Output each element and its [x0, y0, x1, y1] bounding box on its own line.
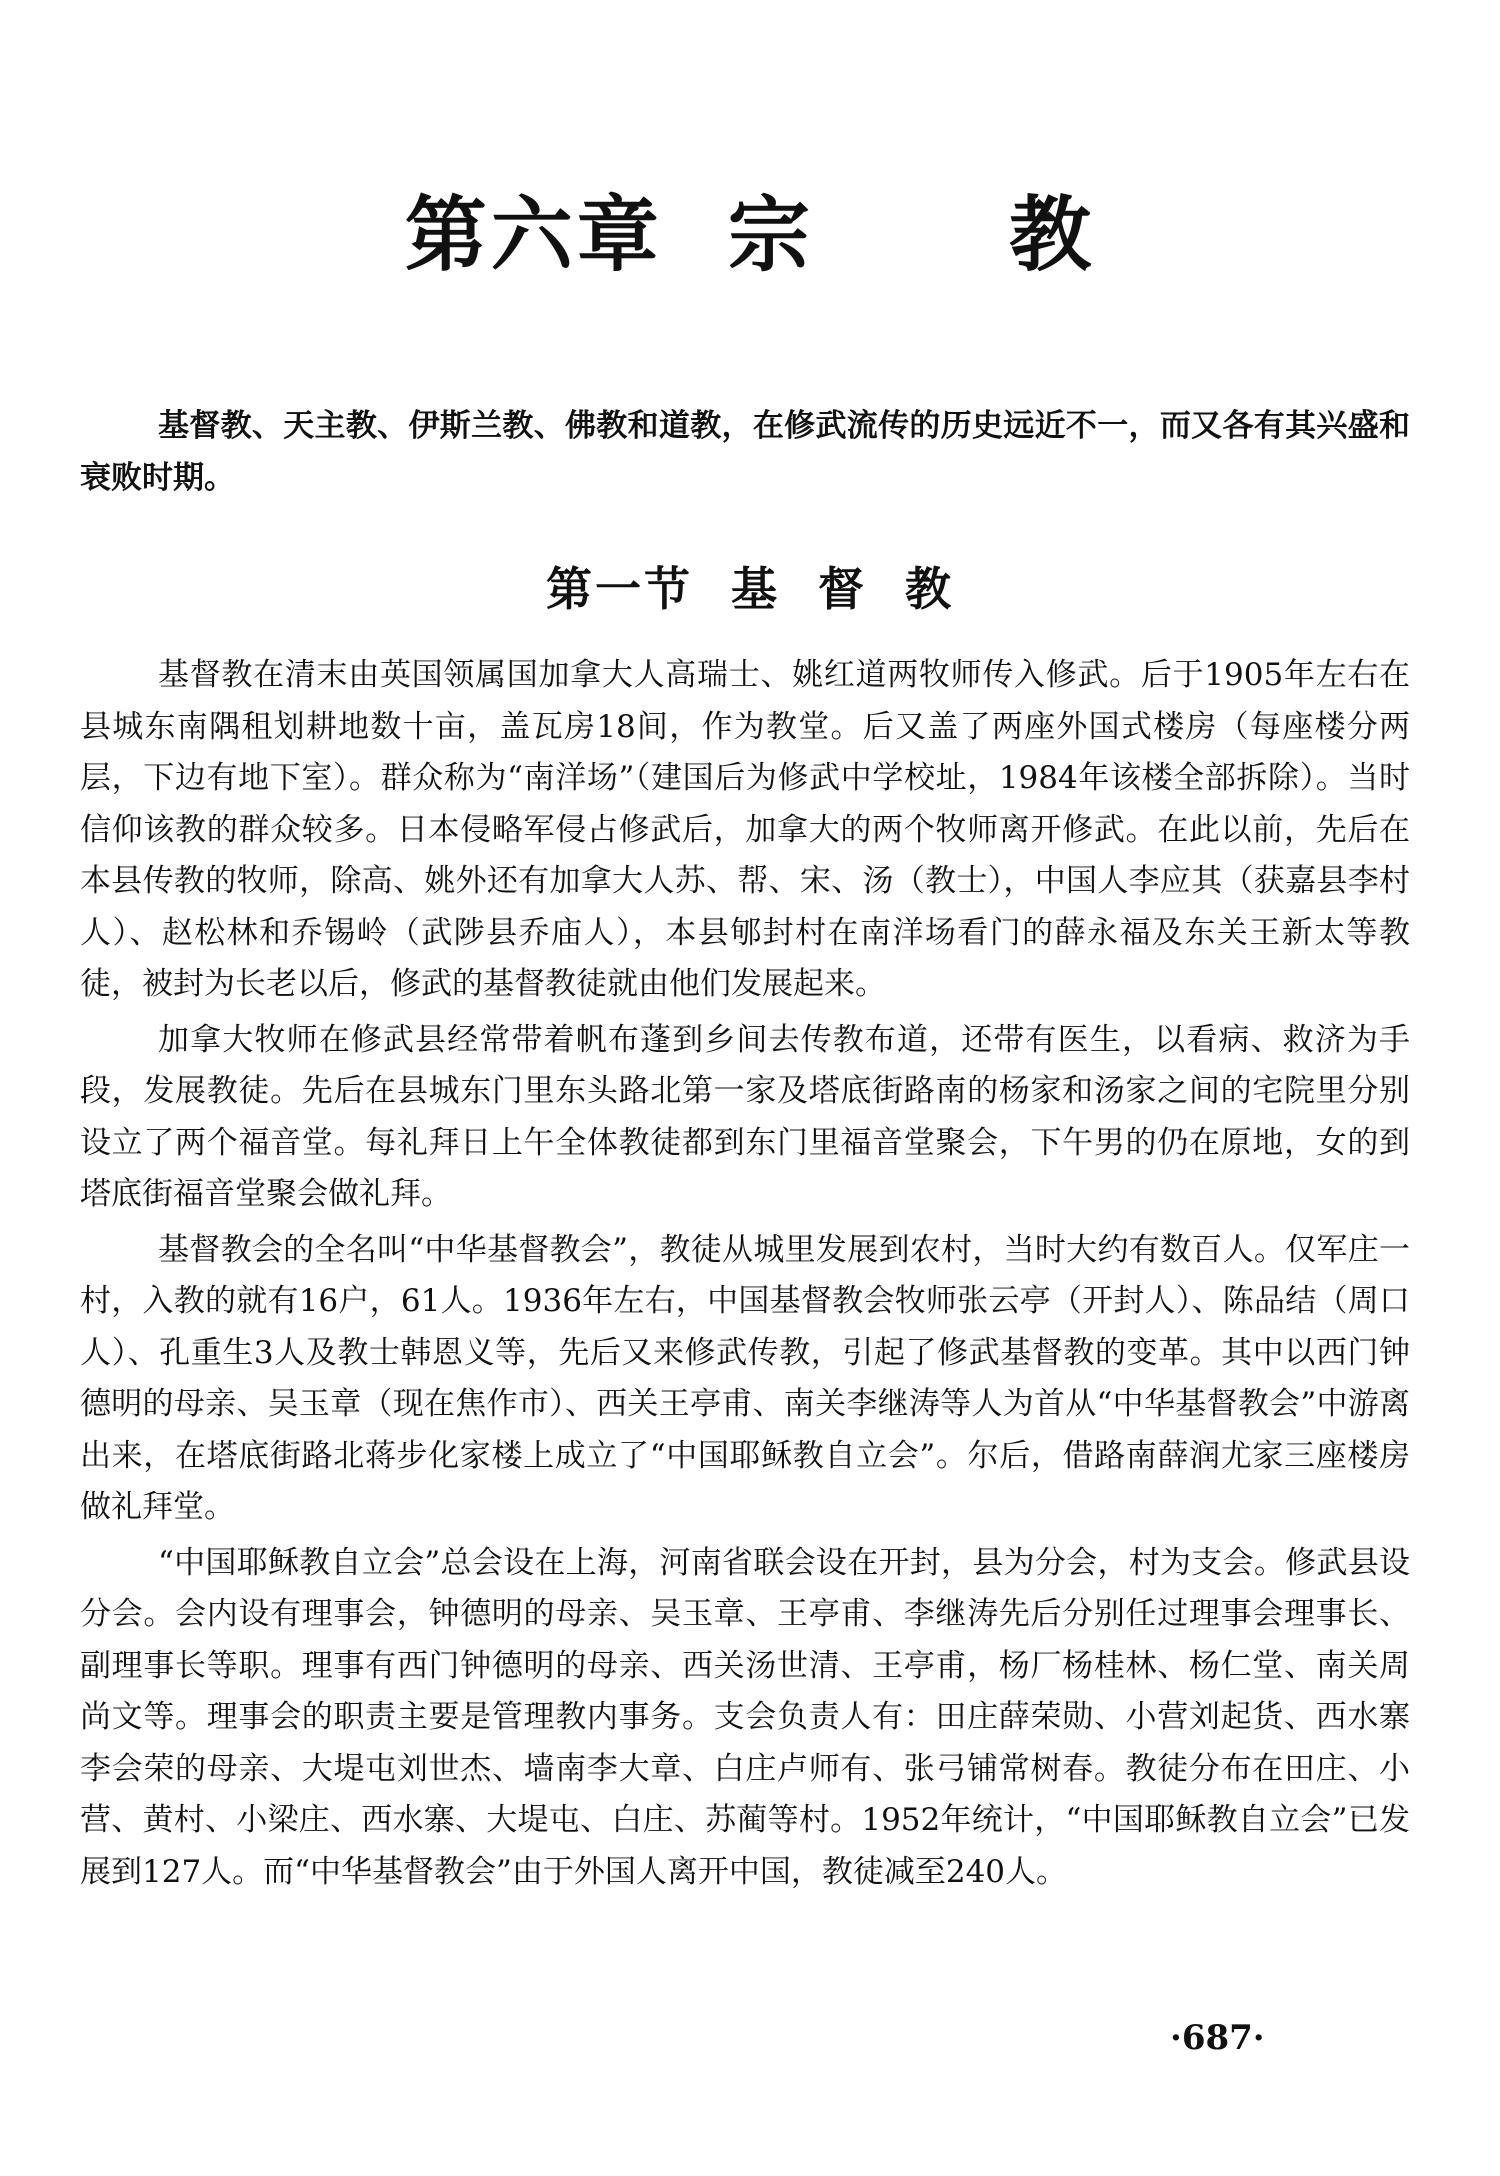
section-title: 第一节 基 督 教 [545, 562, 955, 616]
body-paragraph: 基督教会的全名叫“中华基督教会”，教徒从城里发展到农村，当时大约有数百人。仅军庄一村，入教的就有16户，61人。1936年左右，中国基督教会牧师张云亭（开封人）、陈品结（周口人）、孔重生3人及教士韩恩义等，先后又来修武传教，引起了修武基督教的变革。其中以西门钟德明的母亲、吴玉章（现在焦作市）、西关王亭甫、南关李继涛等人为首从“中华基督教会”中游离出来，在塔底街路北蒋步化家楼上成立了“中国耶稣教自立会”。尔后，借路南薛润尤家三座楼房做礼拜堂。 [80, 1231, 1410, 1525]
body-paragraph: “中国耶稣教自立会”总会设在上海，河南省联会设在开封，县为分会，村为支会。修武县设分会。会内设有理事会，钟德明的母亲、吴玉章、王亭甫、李继涛先后分别任过理事会理事长、副理事长等职。理事有西门钟德明的母亲、西关汤世清、王亭甫，杨厂杨桂林、杨仁堂、南关周尚文等。理事会的职责主要是管理教内事务。支会负责人有：田庄薛荣勋、小营刘起货、西水寨李会荣的母亲、大堤屯刘世杰、墙南李大章、白庄卢师有、张弓铺常树春。教徒分布在田庄、小营、黄村、小梁庄、西水寨、大堤屯、白庄、苏蔺等村。1952年统计，“中国耶稣教自立会”已发展到127人。而“中华基督教会”由于外国人离开中国，教徒减至240人。 [80, 1544, 1410, 1890]
body-paragraph: 基督教在清末由英国领属国加拿大人高瑞士、姚红道两牧师传入修武。后于1905年左右在县城东南隅租划耕地数十亩，盖瓦房18间，作为教堂。后又盖了两座外国式楼房（每座楼分两层，下边有地下室）。群众称为“南洋场”（建国后为修武中学校址，1984年该楼全部拆除）。当时信仰该教的群众较多。日本侵略军侵占修武后，加拿大的两个牧师离开修武。在此以前，先后在本县传教的牧师，除高、姚外还有加拿大人苏、帮、宋、汤（教士），中国人李应其（获嘉县李村人）、赵松林和乔锡岭（武陟县乔庙人），本县郇封村在南洋场看门的薛永福及东关王新太等教徒，被封为长老以后，修武的基督教徒就由他们发展起来。 [80, 657, 1410, 1002]
chapter-intro: 基督教、天主教、伊斯兰教、佛教和道教，在修武流传的历史远近不一，而又各有其兴盛和衰败时期。 [80, 408, 1410, 496]
body-paragraph: 加拿大牧师在修武县经常带着帆布蓬到乡间去传教布道，还带有医生，以看病、救济为手段，发展教徒。先后在县城东门里东头路北第一家及塔底街路南的杨家和汤家之间的宅院里分别设立了两个福音堂。每礼拜日上午全体教徒都到东门里福音堂聚会，下午男的仍在原地，女的到塔底街福音堂聚会做礼拜。 [80, 1021, 1410, 1212]
chapter-title: 第六章 宗 教 [404, 187, 1096, 283]
section-body [80, 650, 1410, 1898]
page-number: ·687· [1170, 2018, 1265, 2058]
